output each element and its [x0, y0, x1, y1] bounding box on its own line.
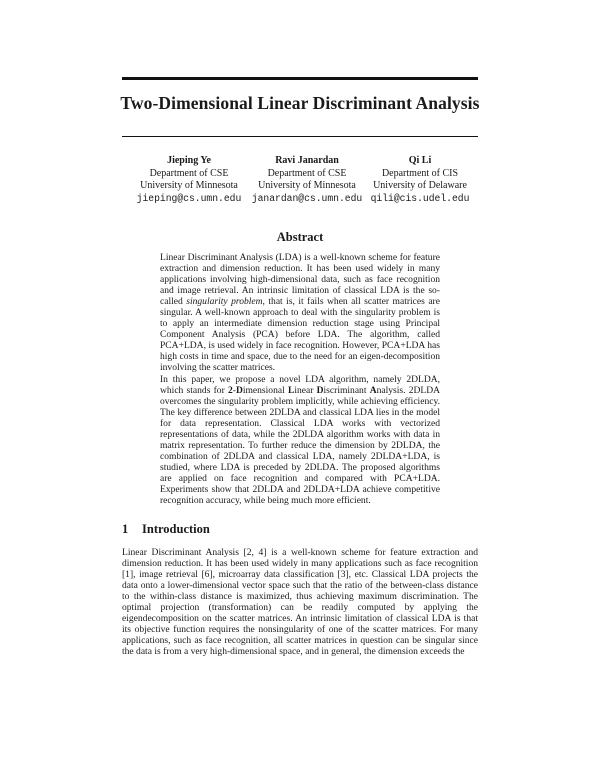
- author-department: Department of CSE: [149, 167, 229, 179]
- author-university: University of Delaware: [373, 180, 467, 192]
- paper-title: Two-Dimensional Linear Discriminant Analysis: [120, 93, 480, 113]
- section-number: 1: [122, 522, 129, 536]
- section-title: Introduction: [142, 522, 210, 536]
- section-heading: [122, 522, 210, 537]
- introduction-body: [122, 547, 478, 657]
- author-university: University of Minnesota: [140, 180, 238, 192]
- author-email: jieping@cs.umn.edu: [136, 193, 242, 205]
- author-email: janardan@cs.umn.edu: [251, 193, 363, 205]
- author-name: Qi Li: [408, 155, 432, 166]
- author-block-3: [340, 155, 500, 206]
- emphasis-term: singularity problem: [186, 296, 263, 308]
- abstract-heading: Abstract: [276, 230, 324, 244]
- author-department: Department of CSE: [267, 167, 347, 179]
- author-university: University of Minnesota: [258, 180, 356, 192]
- abstract-paragraph-1: Linear Discriminant Analysis (LDA) is a well-known scheme for feature extraction and dimension reduction. It has been used widely in many applications involving high-dimensional data, such as face recognition and image retrieval. An intrinsic limitation of classical LDA is the so-called singularity problem, that is, it fails when all scatter matrices are singular. A well-known approach to deal with the singularity problem is to apply an intermediate dimension reduction stage using Principal Component Analysis (PCA) before LDA. The algorithm, called PCA+LDA, is used widely in face recognition. However, PCA+LDA has high costs in time and space, due to the need for an eigen-decomposition involving the scatter matrices.: [160, 252, 440, 374]
- abstract-body: [160, 252, 440, 506]
- author-email: qili@cis.udel.edu: [370, 193, 470, 205]
- author-name: Ravi Janardan: [275, 155, 339, 166]
- title-rule-top: [122, 77, 478, 80]
- author-department: Department of CIS: [381, 167, 459, 179]
- author-name: Jieping Ye: [167, 155, 211, 166]
- abstract-paragraph-2: In this paper, we propose a novel LDA algorithm, namely 2DLDA, which stands for 2-Dimensional Linear Discriminant Analysis. 2DLDA overcomes the singularity problem implicitly, while achieving efficiency. The key difference between 2DLDA and classical LDA lies in the model for data representation. Classical LDA works with vectorized representations of data, while the 2DLDA algorithm works with data in matrix representation. To further reduce the dimension by 2DLDA, the combination of 2DLDA and classical LDA, namely 2DLDA+LDA, is studied, where LDA is preceded by 2DLDA. The proposed algorithms are applied on face recognition and compared with PCA+LDA. Experiments show that 2DLDA and 2DLDA+LDA achieve competitive recognition accuracy, while being much more efficient.: [160, 373, 441, 507]
- title-rule-bottom: [122, 136, 478, 137]
- introduction-paragraph: Linear Discriminant Analysis [2, 4] is a well-known scheme for feature extraction and dimension reduction. It has been used widely in many applications such as face recognition [1], image retrieval [6], microarray data classification [3], etc. Classical LDA projects the data onto a lower-dimensional vector space such that the ratio of the between-class distance to the within-class distance is maximized, thus achieving maximum discrimination. The optimal projection (transformation) can be readily computed by applying the eigendecomposition on the scatter matrices. An intrinsic limitation of classical LDA is that its objective function requires the nonsingularity of one of the scatter matrices. For many applications, such as face recognition, all scatter matrices in question can be singular since the data is from a very high-dimensional space, and in general, the dimension exceeds the: [122, 547, 478, 658]
